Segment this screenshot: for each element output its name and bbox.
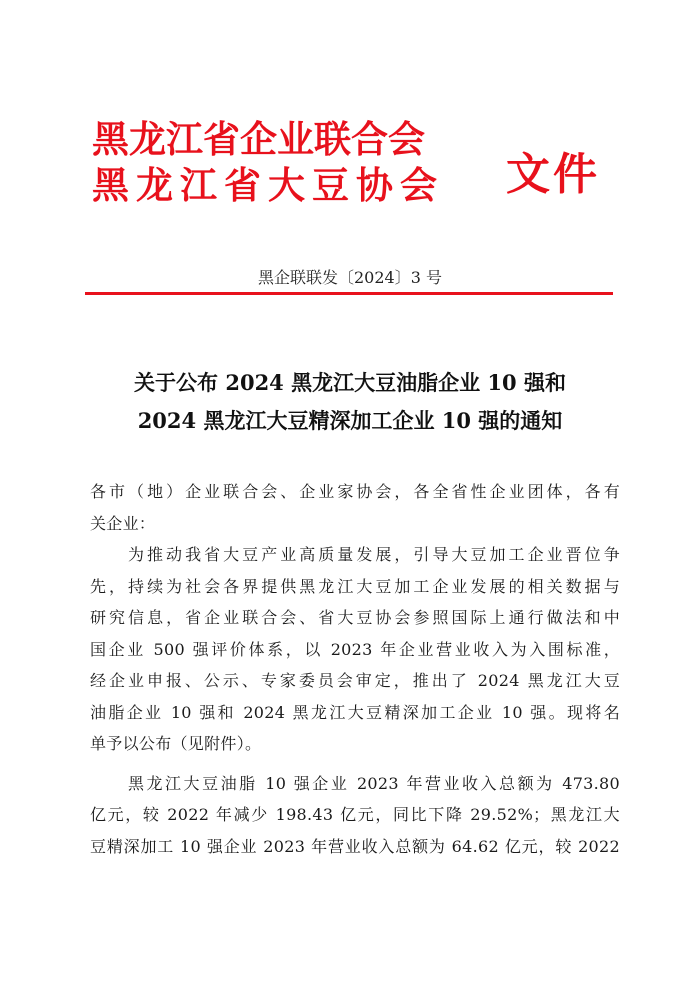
body-line: 先，持续为社会各界提供黑龙江大豆加工企业发展的相关数据与 xyxy=(90,576,620,596)
salutation xyxy=(90,476,620,539)
paragraph-spacer xyxy=(90,760,620,768)
body-line: 研究信息，省企业联合会、省大豆协会参照国际上通行做法和中 xyxy=(90,608,620,627)
issuing-organizations xyxy=(92,116,492,208)
org-name-soybean-association: 黑龙江省大豆协会 xyxy=(92,163,444,207)
title-line: 关于公布 2024 黑龙江大豆油脂企业 10 强和 xyxy=(134,370,566,395)
body-line: 单予以公布（见附件）。 xyxy=(90,734,262,753)
paragraph-purpose xyxy=(90,539,620,760)
body-line: 黑龙江大豆油脂 10 强企业 2023 年营业收入总额为 473.80 xyxy=(128,773,620,793)
paragraph-revenue-summary xyxy=(90,768,620,863)
body-line: 经企业申报、公示、专家委员会审定，推出了 2024 黑龙江大豆 xyxy=(90,671,620,690)
body-line: 国企业 500 强评价体系，以 2023 年企业营业收入为入围标准， xyxy=(90,639,620,659)
document-type-label: 文件 xyxy=(506,149,600,200)
org-name-enterprise-confederation: 黑龙江省企业联合会 xyxy=(92,117,425,161)
body-line: 为推动我省大豆产业高质量发展，引导大豆加工企业晋位争 xyxy=(128,545,620,564)
body-line: 关企业： xyxy=(90,513,156,533)
body-line: 亿元，较 2022 年减少 198.43 亿元，同比下降 29.52%；黑龙江大 xyxy=(90,805,620,824)
document-number: 黑企联联发〔2024〕3 号 xyxy=(258,268,442,287)
body-line: 各市（地）企业联合会、企业家协会，各全省性企业团体，各有 xyxy=(90,482,620,501)
body-line: 豆精深加工 10 强企业 2023 年营业收入总额为 64.62 亿元，较 2022 xyxy=(90,836,620,856)
title-line: 2024 黑龙江大豆精深加工企业 10 强的通知 xyxy=(137,408,563,433)
document-body xyxy=(90,476,620,862)
body-line: 油脂企业 10 强和 2024 黑龙江大豆精深加工企业 10 强。现将名 xyxy=(90,702,620,722)
red-divider-line xyxy=(85,292,613,295)
notice-title xyxy=(60,364,640,440)
